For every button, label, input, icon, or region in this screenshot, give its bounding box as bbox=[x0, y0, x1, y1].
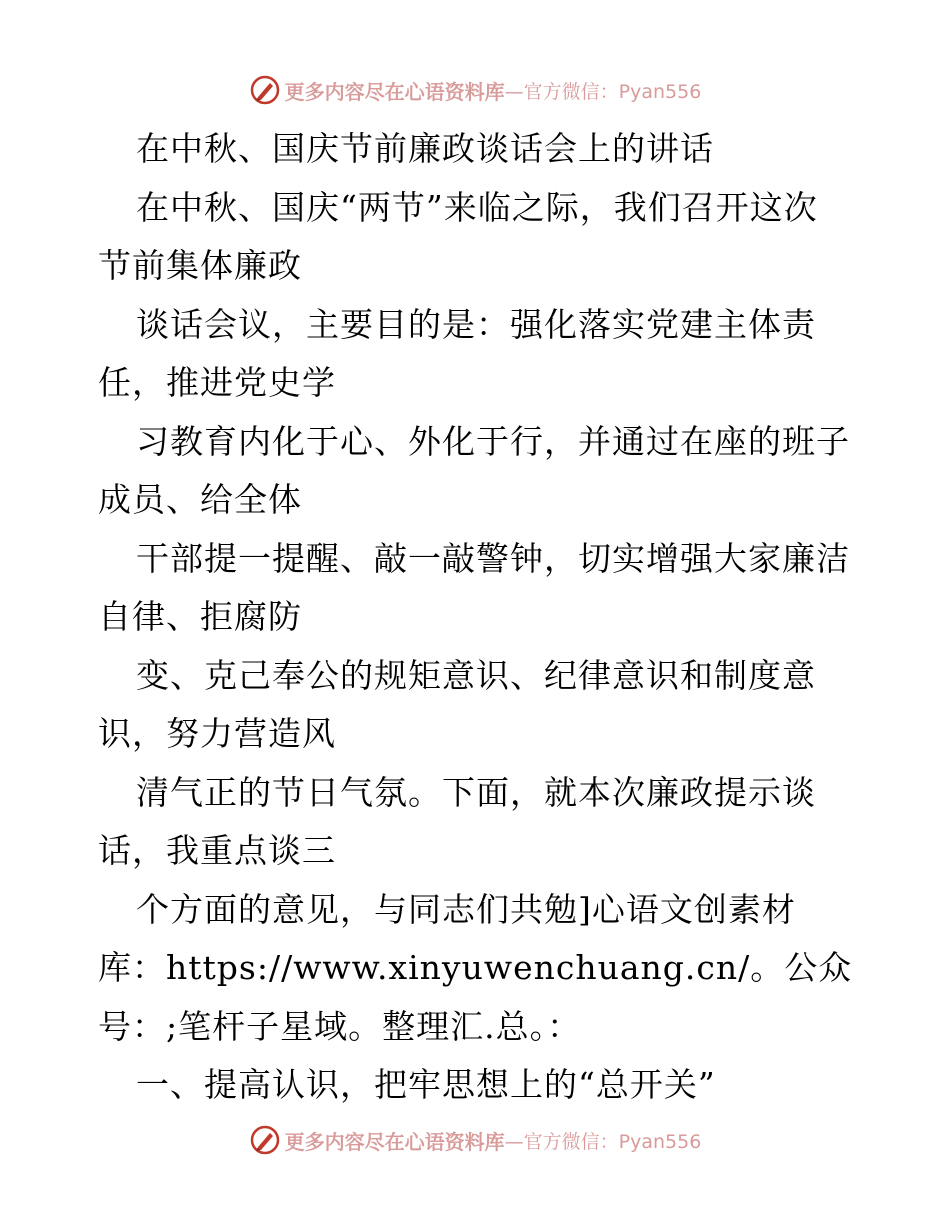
watermark-banner-bottom bbox=[0, 1120, 950, 1160]
text-line: 习教育内化于心、外化于行，并通过在座的班子 bbox=[136, 421, 850, 461]
watermark-sub-text: —官方微信：Pyan556 bbox=[504, 80, 702, 103]
watermark-banner-top bbox=[0, 70, 950, 110]
text-line: 识，努力营造风 bbox=[98, 714, 336, 753]
pen-logo-icon bbox=[249, 74, 281, 106]
text-line: 成员、给全体 bbox=[98, 480, 302, 519]
text-line: 自律、拒腐防 bbox=[98, 597, 302, 636]
text-line: 个方面的意见，与同志们共勉]心语文创素材 bbox=[136, 889, 796, 929]
watermark-sub-text: —官方微信：Pyan556 bbox=[504, 1130, 702, 1153]
text-line: 干部提一提醒、敲一敲警钟，切实增强大家廉洁 bbox=[136, 538, 850, 578]
text-line: 清气正的节日气氛。下面，就本次廉政提示谈 bbox=[136, 772, 816, 812]
text-line: 话，我重点谈三 bbox=[98, 831, 336, 870]
text-line: 任，推进党史学 bbox=[98, 363, 336, 402]
text-line: 变、克己奉公的规矩意识、纪律意识和制度意 bbox=[136, 655, 816, 695]
document-title: 在中秋、国庆节前廉政谈话会上的讲话 bbox=[136, 129, 714, 168]
watermark-main-text: 更多内容尽在心语资料库 bbox=[284, 79, 505, 104]
text-line: 谈话会议，主要目的是：强化落实党建主体责 bbox=[136, 304, 816, 344]
text-line: 库：https://www.xinyuwenchuang.cn/。公众 bbox=[98, 948, 853, 987]
text-line: 号：;笔杆子星域。整理汇.总。： bbox=[98, 1006, 582, 1046]
pen-logo-icon bbox=[249, 1124, 281, 1156]
watermark-main-text: 更多内容尽在心语资料库 bbox=[284, 1129, 505, 1154]
section-heading: 一、提高认识，把牢思想上的“总开关” bbox=[136, 1065, 716, 1104]
text-line: 节前集体廉政 bbox=[98, 246, 302, 285]
text-line: 在中秋、国庆“两节”来临之际，我们召开这次 bbox=[136, 187, 818, 227]
document-body bbox=[98, 120, 858, 1115]
